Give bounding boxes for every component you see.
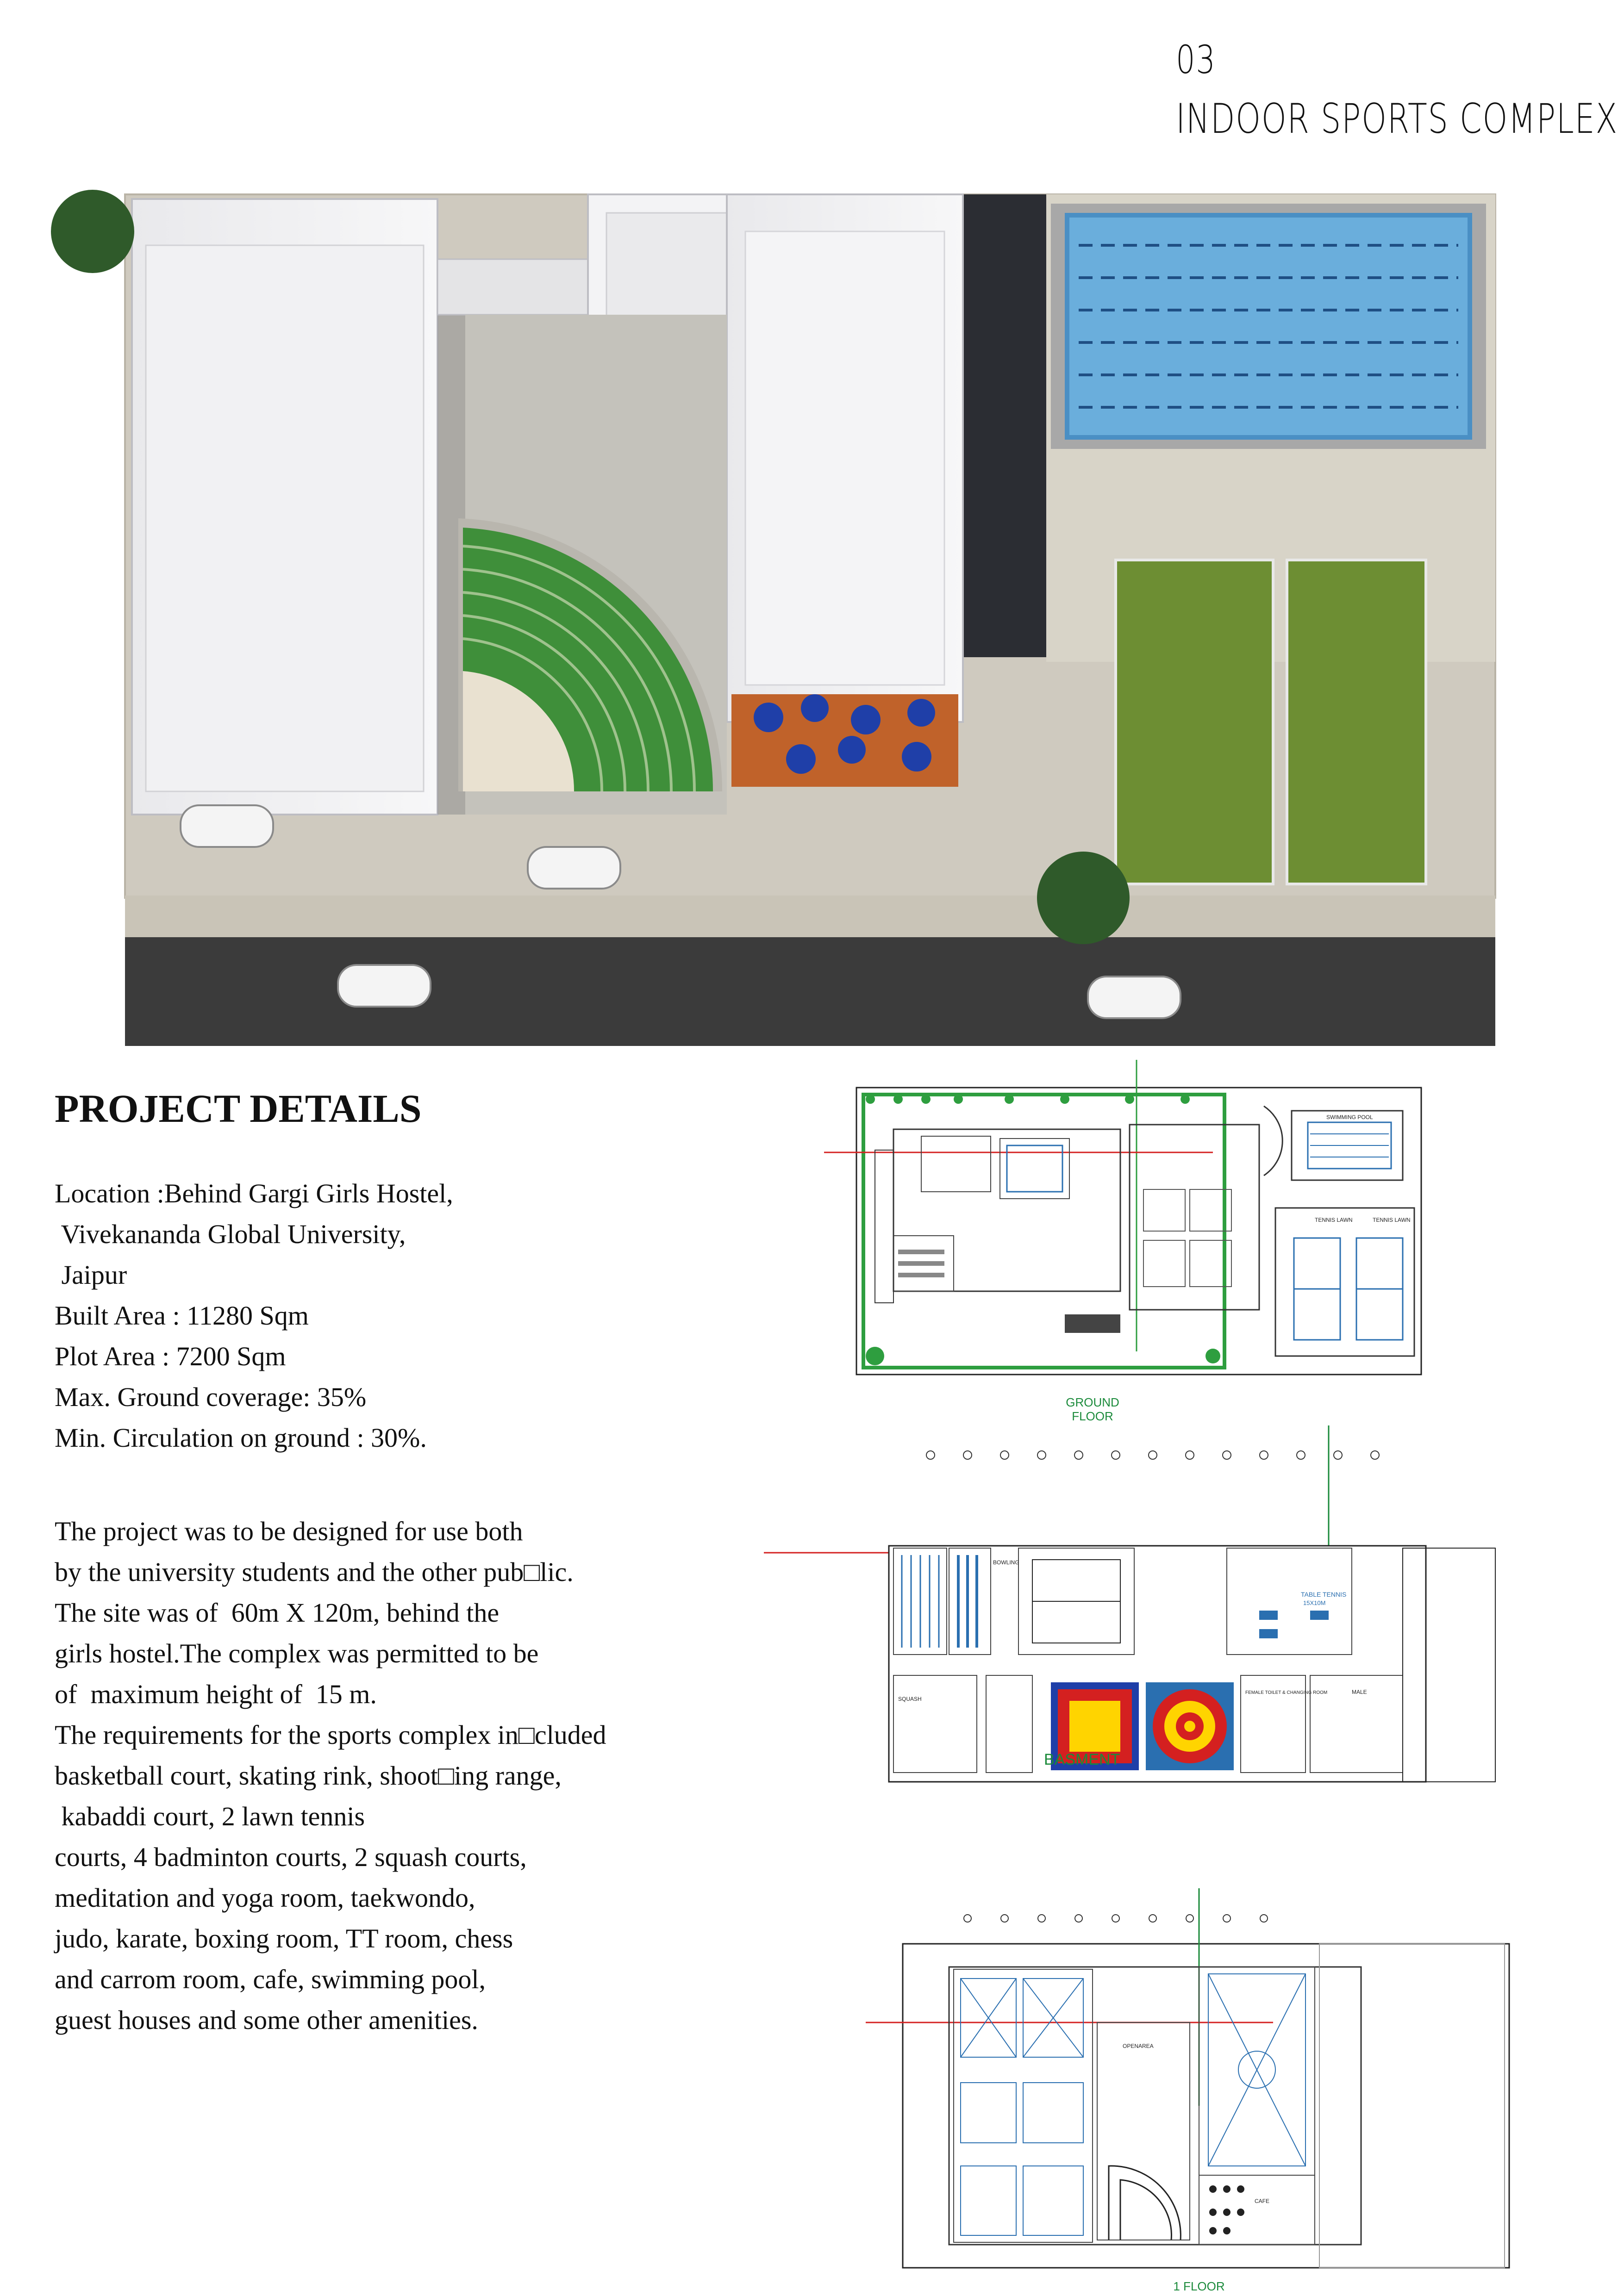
tennis-lawn-label-1: TENNIS LAWN xyxy=(1315,1217,1353,1223)
table-tennis-size: 15X10M xyxy=(1303,1599,1326,1606)
page-number: 03 xyxy=(1176,37,1216,82)
table-tennis-label: TABLE TENNIS xyxy=(1301,1591,1347,1598)
project-description xyxy=(55,1511,606,2041)
description-line: The requirements for the sports complex in□cluded xyxy=(55,1720,606,1750)
page-title: INDOOR SPORTS COMPLEX xyxy=(1176,95,1618,143)
basement-plan xyxy=(755,1425,1514,1860)
male-label: MALE xyxy=(1352,1689,1367,1695)
female-toilet-label: FEMALE TOILET & CHANGING ROOM xyxy=(1245,1690,1328,1695)
ground-coverage: Max. Ground coverage: 35% xyxy=(55,1382,367,1412)
description-line: kabaddi court, 2 lawn tennis xyxy=(55,1801,365,1831)
description-line: by the university students and the other pub□lic. xyxy=(55,1557,574,1587)
description-line: The project was to be designed for use both xyxy=(55,1516,523,1546)
description-line: The site was of 60m X 120m, behind the xyxy=(55,1598,500,1628)
aerial-site-render xyxy=(0,176,1624,1046)
description-line: basketball court, skating rink, shoot□ing range, xyxy=(55,1761,562,1791)
description-line: girls hostel.The complex was permitted to be xyxy=(55,1638,539,1668)
plot-area: Plot Area : 7200 Sqm xyxy=(55,1341,286,1371)
location-line-3: Jaipur xyxy=(55,1260,127,1290)
location-line-2: Vivekananda Global University, xyxy=(55,1219,406,1249)
description-line: meditation and yoga room, taekwondo, xyxy=(55,1883,475,1913)
project-details-heading: PROJECT DETAILS xyxy=(55,1086,422,1131)
description-line: guest houses and some other amenities. xyxy=(55,2005,478,2035)
first-floor-plan xyxy=(856,1888,1528,2286)
cafe-label: CAFE xyxy=(1255,2198,1270,2204)
ground-floor-label: GROUND FLOOR xyxy=(1066,1395,1119,1423)
project-info xyxy=(55,1173,453,1458)
bowling-label: BOWLING xyxy=(993,1559,1019,1566)
basement-label: BASMENT xyxy=(1044,1751,1120,1768)
description-line: courts, 4 badminton courts, 2 squash courts, xyxy=(55,1842,527,1872)
tennis-lawn-label-2: TENNIS LAWN xyxy=(1373,1217,1411,1223)
location-line-1: Location :Behind Gargi Girls Hostel, xyxy=(55,1178,453,1208)
squash-label: SQUASH xyxy=(898,1696,922,1702)
ground-floor-plan xyxy=(806,1055,1454,1407)
circulation: Min. Circulation on ground : 30%. xyxy=(55,1423,427,1453)
description-line: judo, karate, boxing room, TT room, chess xyxy=(55,1923,513,1954)
openarea-label: OPENAREA xyxy=(1123,2043,1154,2049)
first-floor-label: 1 FLOOR xyxy=(1173,2279,1225,2293)
swimming-pool-label: SWIMMING POOL xyxy=(1326,1114,1373,1120)
built-area: Built Area : 11280 Sqm xyxy=(55,1300,309,1331)
description-line: of maximum height of 15 m. xyxy=(55,1679,377,1709)
description-line: and carrom room, cafe, swimming pool, xyxy=(55,1964,486,1994)
